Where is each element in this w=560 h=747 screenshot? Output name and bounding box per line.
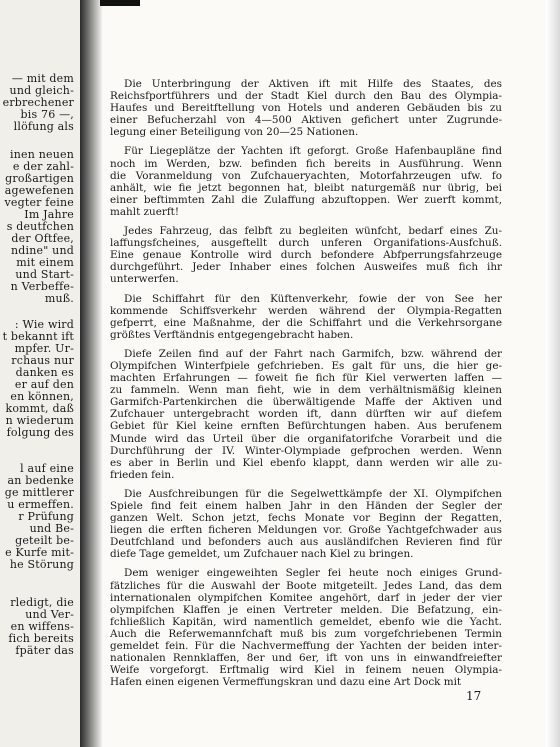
text-line: es aber in Berlin und Kiel ebenfo klappt, dann werden wir alle zu- bbox=[110, 456, 502, 469]
left-page-line: llöfung als bbox=[13, 120, 74, 133]
left-page-line: und gleich- bbox=[9, 84, 74, 97]
text-line: anhält, wie fie jetzt begonnen hat, bleibt naturgemäß nur übrig, bei bbox=[110, 181, 502, 194]
text-line: fätzliches für die Auswahl der Boote mitgeteilt. Jedes Land, das dem bbox=[110, 579, 502, 592]
left-page-line: fpäter das bbox=[15, 644, 74, 657]
left-page-line: t bekannt ift bbox=[2, 330, 74, 343]
text-line: nationalen Rennklaffen, 8er und 6er, ift von uns in einwandfreiefter bbox=[110, 652, 502, 665]
text-line: Weife vorgeforgt. Erftmalig wird Kiel in feinem neuen Olympia- bbox=[110, 664, 502, 677]
left-page-line: fich bereits bbox=[8, 632, 74, 645]
text-line: Jedes Fahrzeug, das felbft zu begleiten wünfcht, bedarf eines Zu- bbox=[124, 225, 502, 238]
text-line: unterwerfen. bbox=[110, 273, 179, 286]
text-line: olympifchen Klaffen je einen Vertreter melden. Die Befatzung, ein- bbox=[110, 603, 502, 616]
text-line: diefe Tage gemeldet, um Zufchauer nach Kiel zu bringen. bbox=[110, 548, 414, 561]
text-line: Hafen einen eigenen Vermeffungskran und dazu eine Art Dock mit bbox=[110, 676, 462, 689]
text-line: mahlt zuerft! bbox=[110, 205, 180, 218]
left-page-line: großartigen bbox=[5, 172, 74, 185]
text-line: Gebiet für Kiel keine ernften Befürchtungen haben. Aus berufenem bbox=[110, 420, 502, 433]
left-page-line: Im Jahre bbox=[24, 208, 74, 221]
left-page-line: rledigt, die bbox=[10, 596, 74, 609]
text-line: durchgeführt. Jeder Inhaber eines folchen Ausweifes muß fich ihr bbox=[110, 261, 502, 274]
left-page-line: s deutfchen bbox=[6, 220, 74, 233]
text-line: Haufes und Bereitftellung von Hotels und anderen Gebäuden bis zu bbox=[110, 102, 502, 115]
text-line: Munde wird das Urteil über die organifatorifche Vorarbeit und die bbox=[110, 432, 502, 445]
left-page-line: inen neuen bbox=[10, 148, 74, 161]
left-page-line: ndine" und bbox=[10, 244, 74, 257]
book-gutter bbox=[80, 0, 102, 747]
page-right-edge bbox=[546, 0, 560, 747]
left-page-line: en können, bbox=[10, 390, 74, 403]
left-page-line: n wiederum bbox=[5, 414, 74, 427]
page-body-text bbox=[110, 78, 502, 695]
text-line: Durchführung der IV. Winter-Olympiade gefprochen werden. Wenn bbox=[110, 444, 502, 457]
paragraph bbox=[110, 78, 502, 138]
left-page-line: rchaus nur bbox=[11, 354, 74, 367]
left-page-line: und Be- bbox=[29, 522, 74, 535]
left-page-line: — mit dem bbox=[11, 72, 74, 85]
left-page-line: l auf eine bbox=[20, 462, 74, 475]
text-line: Die Schiffahrt für den Küftenverkehr, fowie der von See her bbox=[124, 292, 502, 305]
paragraph bbox=[110, 293, 502, 341]
text-line: gefperrt, eine Maßnahme, der die Schiffahrt und die Verkehrsorgane bbox=[110, 316, 502, 329]
paragraph bbox=[110, 348, 502, 481]
left-page-line: mpfer. Ur- bbox=[14, 342, 74, 355]
text-line: Für Liegeplätze der Yachten ift geforgt. Große Hafenbaupläne find bbox=[124, 145, 502, 158]
book-page bbox=[102, 0, 546, 747]
left-page-line: danken es bbox=[15, 366, 74, 379]
text-line: Dem weniger eingeweihten Segler fei heute noch einiges Grund- bbox=[124, 567, 502, 580]
text-line: Auch die Referwemannfchaft muß bis zum vorgefchriebenen Termin bbox=[110, 627, 502, 640]
left-page-line: e der zahl- bbox=[12, 160, 74, 173]
left-page-line: bis 76 —, bbox=[20, 108, 74, 121]
text-line: noch im Werden, bzw. befinden fich bereits in Ausführung. Wenn bbox=[110, 157, 502, 170]
left-page-line: erbrechener bbox=[2, 96, 74, 109]
left-page-line: an bedenke bbox=[7, 474, 74, 487]
text-line: Olympifchen Winterfpiele gefchrieben. Es galt für uns, die hier ge- bbox=[110, 359, 502, 372]
text-line: gemeldet fein. Für die Nachvermeffung der Yachten der beiden inter- bbox=[110, 640, 502, 653]
text-line: Reichsfportführers und der Stadt Kiel durch den Bau des Olympia- bbox=[110, 90, 502, 103]
text-line: kommende Schiffsverkehr werden während der Olympia-Regatten bbox=[110, 304, 502, 317]
left-page-line: r Prüfung bbox=[18, 510, 74, 523]
text-line: legung einer Beteiligung von 20—25 Nationen. bbox=[110, 126, 359, 139]
paragraph bbox=[110, 225, 502, 285]
text-line: Diefe Zeilen find auf der Fahrt nach Garmifch, bzw. während der bbox=[124, 347, 502, 360]
text-line: einer beftimmten Zahl die Zulaffung abzuftoppen. Wer zuerft kommt, bbox=[110, 193, 502, 206]
left-page-line: : Wie wird bbox=[14, 318, 74, 331]
left-page-line: ge mittlerer bbox=[4, 486, 74, 499]
text-line: Zufchauer untergebracht worden ift, dann dürften wir auf diefem bbox=[110, 408, 502, 421]
text-line: zu fammeln. Wenn man fieht, wie in dem verhältnismäßig kleinen bbox=[110, 384, 502, 397]
text-line: Garmifch-Partenkirchen die überwältigende Maffe der Aktiven und bbox=[110, 396, 502, 409]
text-line: größtes Verftändnis entgegengebracht haben. bbox=[110, 328, 354, 341]
text-line: liegen die erften ficheren Meldungen vor. Große Yachtgefchwader aus bbox=[110, 524, 502, 537]
left-page-line: kommt, daß bbox=[5, 402, 74, 415]
page-number: 17 bbox=[466, 689, 482, 703]
text-line: Die Unterbringung der Aktiven ift mit Hilfe des Staates, des bbox=[124, 78, 502, 90]
left-page-line: und Ver- bbox=[25, 608, 74, 621]
text-line: machten Erfahrungen — foweit fie fich für Kiel verwerten laffen — bbox=[110, 372, 502, 385]
left-page-line: e Kurfe mit- bbox=[5, 546, 74, 559]
text-line: fchließlich Kapitän, wird namentlich gemeldet, ebenfo wie die Yacht. bbox=[110, 615, 502, 628]
left-page-line: er auf den bbox=[14, 378, 74, 391]
paragraph bbox=[110, 145, 502, 218]
left-page-line: muß. bbox=[44, 292, 74, 305]
left-page-line: und Start- bbox=[15, 268, 74, 281]
text-line: einer Befucherzahl von 4—500 Aktiven gefichert unter Zugrunde- bbox=[110, 114, 502, 127]
text-line: laffungsfcheines, ausgeftellt durch unferen Organifations-Ausfchuß. bbox=[110, 237, 502, 250]
left-page-line: vegter feine bbox=[4, 196, 74, 209]
text-line: frieden fein. bbox=[110, 468, 175, 481]
left-page-line: he Störung bbox=[9, 558, 74, 571]
page-top-shadow bbox=[100, 0, 140, 6]
left-page-line: geteilt be- bbox=[15, 534, 74, 547]
left-page-line: en wiffens- bbox=[10, 620, 74, 633]
paragraph bbox=[110, 488, 502, 561]
text-line: internationalen olympifchen Komitee angehört, darf in jeder der vier bbox=[110, 591, 502, 604]
left-page-line: u ermeffen. bbox=[7, 498, 74, 511]
text-line: ganzen Welt. Schon jetzt, fechs Monate vor Beginn der Regatten, bbox=[110, 512, 502, 525]
text-line: Deutfchland und befonders auch aus ausländifchen Revieren find für bbox=[110, 536, 502, 549]
text-line: Die Ausfchreibungen für die Segelwettkämpfe der XI. Olympifchen bbox=[124, 487, 502, 500]
text-line: Spiele find feit einem halben Jahr in den Händen der Segler der bbox=[110, 500, 502, 512]
left-page-line: der Oftfee, bbox=[11, 232, 74, 245]
left-page-line: agewefenen bbox=[4, 184, 74, 197]
left-page-line: mit einem bbox=[16, 256, 74, 269]
left-page-line: folgung des bbox=[6, 426, 74, 439]
left-page-line: n Verbeffe- bbox=[10, 280, 74, 293]
text-line: die Voranmeldung von Zufchaueryachten, Motorfahrzeugen ufw. fo bbox=[110, 169, 502, 182]
previous-page-strip bbox=[0, 0, 80, 747]
text-line: Eine genaue Kontrolle wird durch befondere Abfperrungsfahrzeuge bbox=[110, 249, 502, 262]
paragraph bbox=[110, 567, 502, 688]
